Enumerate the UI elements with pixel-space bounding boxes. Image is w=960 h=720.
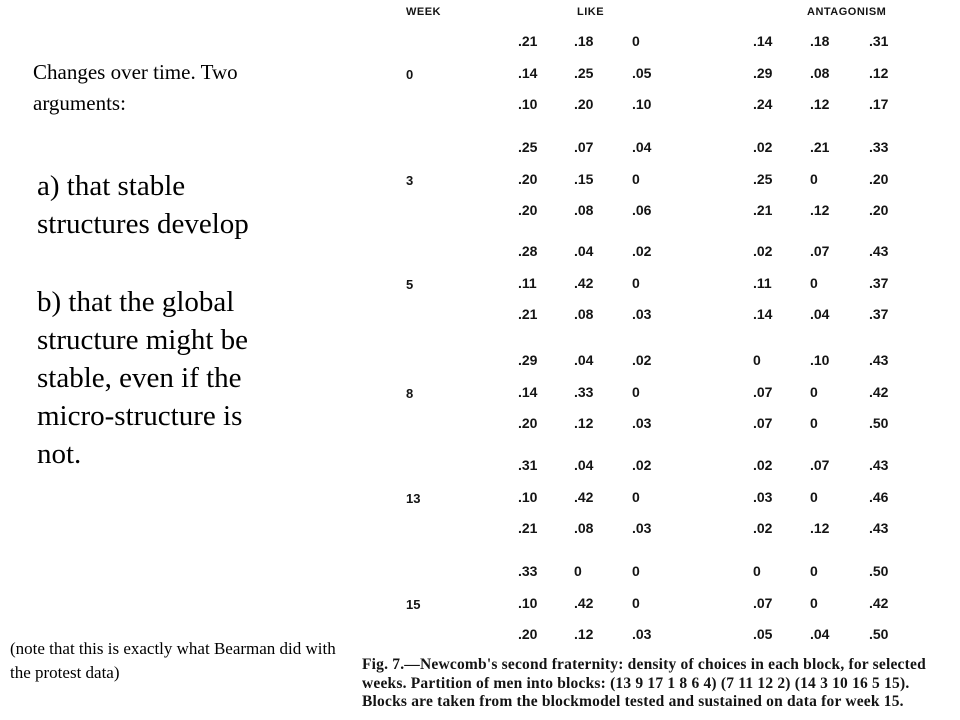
antagonism-density-cell: .25 — [753, 170, 773, 187]
like-density-cell: .20 — [518, 170, 538, 187]
antagonism-density-cell: .50 — [869, 415, 889, 431]
like-density-cell: 0 — [632, 274, 640, 291]
intro-text: Changes over time. Two arguments: — [33, 60, 238, 115]
like-density-cell: .07 — [574, 139, 594, 155]
like-density-cell: .42 — [574, 488, 594, 505]
like-density-cell: .02 — [632, 352, 652, 368]
like-density-cell: .28 — [518, 243, 538, 259]
like-density-cell: .25 — [574, 64, 594, 81]
like-density-cell: .02 — [632, 243, 652, 259]
antagonism-density-cell: 0 — [810, 563, 818, 579]
antagonism-density-cell: .12 — [810, 96, 830, 112]
like-density-cell: .14 — [518, 64, 538, 81]
like-density-cell: .10 — [518, 488, 538, 505]
like-density-cell: .14 — [518, 383, 538, 400]
antagonism-density-cell: .02 — [753, 457, 773, 473]
antagonism-density-cell: 0 — [753, 352, 761, 368]
antagonism-density-cell: .43 — [869, 352, 889, 368]
like-header: LIKE — [577, 6, 605, 18]
antagonism-density-cell: .07 — [753, 415, 773, 431]
like-density-cell: .20 — [518, 626, 538, 642]
like-density-cell: .21 — [518, 33, 538, 49]
week-label: 3 — [406, 172, 414, 188]
argument-b: b) that the global structure might be stable, even if the micro-structure is not. — [37, 286, 249, 470]
antagonism-density-cell: .07 — [810, 457, 830, 473]
like-density-cell: .11 — [518, 274, 537, 291]
antagonism-density-cell: .12 — [810, 520, 830, 536]
antagonism-density-cell: .18 — [810, 33, 830, 49]
like-density-cell: 0 — [632, 594, 640, 611]
like-density-cell: .21 — [518, 306, 538, 322]
antagonism-density-cell: .03 — [753, 488, 773, 505]
antagonism-density-cell: .50 — [869, 563, 889, 579]
like-density-cell: .25 — [518, 139, 538, 155]
like-density-cell: .31 — [518, 457, 538, 473]
like-density-cell: .42 — [574, 594, 594, 611]
antagonism-density-cell: .29 — [753, 64, 773, 81]
like-density-cell: 0 — [632, 170, 640, 187]
like-density-cell: .18 — [574, 33, 594, 49]
antagonism-density-cell: .04 — [810, 626, 830, 642]
antagonism-density-cell: .10 — [810, 352, 830, 368]
like-density-cell: .12 — [574, 415, 594, 431]
like-density-cell: 0 — [632, 33, 640, 49]
argument-a: a) that stable structures develop — [37, 170, 249, 240]
antagonism-density-cell: 0 — [810, 415, 818, 431]
antagonism-density-cell: .17 — [869, 96, 889, 112]
like-density-cell: .04 — [574, 457, 594, 473]
week-label: 15 — [406, 596, 421, 612]
antagonism-density-cell: .04 — [810, 306, 830, 322]
antagonism-density-cell: .12 — [810, 202, 830, 218]
like-density-cell: .33 — [518, 563, 538, 579]
antagonism-density-cell: 0 — [810, 594, 818, 611]
antagonism-density-cell: .46 — [869, 488, 889, 505]
antagonism-density-cell: .43 — [869, 520, 889, 536]
antagonism-density-cell: .31 — [869, 33, 889, 49]
antagonism-density-cell: .24 — [753, 96, 773, 112]
density-table-figure — [355, 0, 960, 720]
like-density-cell: .04 — [632, 139, 652, 155]
antagonism-density-cell: .50 — [869, 626, 889, 642]
antagonism-density-cell: .07 — [753, 594, 773, 611]
like-density-cell: .04 — [574, 352, 594, 368]
antagonism-density-cell: .20 — [869, 202, 889, 218]
like-density-cell: .04 — [574, 243, 594, 259]
antagonism-density-cell: 0 — [810, 274, 818, 291]
antagonism-density-cell: 0 — [810, 383, 818, 400]
like-density-cell: .20 — [574, 96, 594, 112]
antagonism-density-cell: .05 — [753, 626, 773, 642]
like-density-cell: 0 — [574, 563, 582, 579]
like-density-cell: .20 — [518, 415, 538, 431]
like-density-cell: .03 — [632, 626, 652, 642]
antagonism-density-cell: .37 — [869, 306, 889, 322]
antagonism-density-cell: .07 — [810, 243, 830, 259]
like-density-cell: .03 — [632, 415, 652, 431]
like-density-cell: .20 — [518, 202, 538, 218]
antagonism-density-cell: 0 — [810, 170, 818, 187]
antagonism-density-cell: .20 — [869, 170, 889, 187]
antagonism-density-cell: .08 — [810, 64, 830, 81]
antagonism-density-cell: .43 — [869, 457, 889, 473]
antagonism-density-cell: .42 — [869, 594, 889, 611]
antagonism-density-cell: .37 — [869, 274, 889, 291]
antagonism-density-cell: .21 — [753, 202, 773, 218]
like-density-cell: .33 — [574, 383, 594, 400]
like-density-cell: .10 — [518, 594, 538, 611]
like-density-cell: .10 — [518, 96, 538, 112]
like-density-cell: .02 — [632, 457, 652, 473]
antagonism-density-cell: .33 — [869, 139, 889, 155]
like-density-cell: .10 — [632, 96, 652, 112]
antagonism-density-cell: .02 — [753, 139, 773, 155]
antagonism-density-cell: 0 — [810, 488, 818, 505]
like-density-cell: .12 — [574, 626, 594, 642]
like-density-cell: .08 — [574, 520, 594, 536]
like-density-cell: .08 — [574, 306, 594, 322]
like-density-cell: .03 — [632, 306, 652, 322]
week-header: WEEK — [406, 6, 441, 18]
footnote: (note that this is exactly what Bearman did with the protest data) — [10, 639, 336, 682]
like-density-cell: 0 — [632, 488, 640, 505]
antagonism-density-cell: .14 — [753, 33, 773, 49]
figure-caption: Fig. 7.—Newcomb's second fraternity: density of choices in each block, for selected weeks. Partition of men into blocks: (13 9 17 1 8 6 4) (7 11 12 2) (14 3 10 16 5 15). Blocks are taken from the blockmodel tested and sustained on data for week 15. — [362, 656, 926, 710]
antagonism-density-cell: .11 — [753, 274, 772, 291]
like-density-cell: .03 — [632, 520, 652, 536]
antagonism-density-cell: .21 — [810, 139, 830, 155]
antagonism-density-cell: .43 — [869, 243, 889, 259]
like-density-cell: 0 — [632, 563, 640, 579]
week-label: 5 — [406, 276, 414, 292]
like-density-cell: .08 — [574, 202, 594, 218]
antagonism-density-cell: .14 — [753, 306, 773, 322]
like-density-cell: 0 — [632, 383, 640, 400]
like-density-cell: .06 — [632, 202, 652, 218]
antagonism-header: ANTAGONISM — [807, 6, 887, 18]
antagonism-density-cell: .42 — [869, 383, 889, 400]
antagonism-density-cell: .02 — [753, 520, 773, 536]
antagonism-density-cell: .07 — [753, 383, 773, 400]
antagonism-density-cell: .12 — [869, 64, 889, 81]
week-label: 8 — [406, 385, 414, 401]
like-density-cell: .21 — [518, 520, 538, 536]
like-density-cell: .05 — [632, 64, 652, 81]
week-label: 0 — [406, 66, 414, 82]
week-label: 13 — [406, 490, 421, 506]
like-density-cell: .42 — [574, 274, 594, 291]
like-density-cell: .29 — [518, 352, 538, 368]
like-density-cell: .15 — [574, 170, 594, 187]
antagonism-density-cell: 0 — [753, 563, 761, 579]
antagonism-density-cell: .02 — [753, 243, 773, 259]
